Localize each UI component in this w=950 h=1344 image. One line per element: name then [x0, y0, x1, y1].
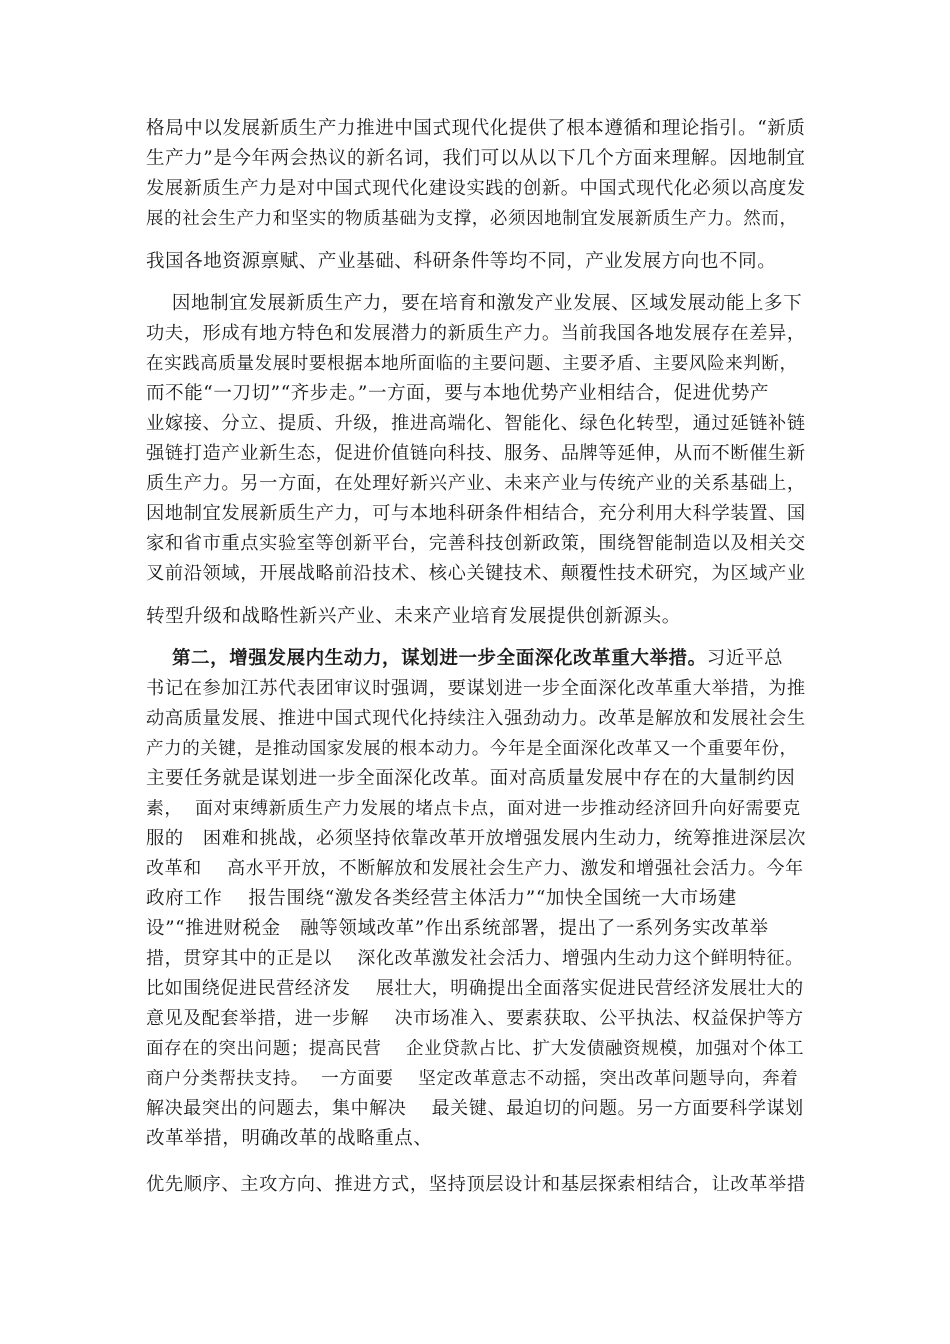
text-line: 在实践高质量发展时要根据本地所面临的主要问题、主要矛盾、主要风险来判断，	[146, 354, 798, 374]
text-line: 我国各地资源禀赋、产业基础、科研条件等均不同，产业发展方向也不同。	[146, 251, 777, 272]
text-line: 发展新质生产力是对中国式现代化建设实践的创新。中国式现代化必须以高度发	[146, 178, 806, 199]
text-line: 功夫，形成有地方特色和发展潜力的新质生产力。当前我国各地发展存在差异，	[146, 323, 806, 344]
text-line: 因地制宜发展新质生产力，可与本地科研条件相结合，充分利用大科学装置、国	[146, 503, 806, 524]
section-heading: 第二，增强发展内生动力，谋划进一步全面深化改革重大举措。	[171, 648, 707, 669]
text-line: 质生产力。另一方面，在处理好新兴产业、未来产业与传统产业的关系基础上，	[146, 473, 806, 494]
text-line: 生产力”是今年两会热议的新名词，我们可以从以下几个方面来理解。因地制宜	[146, 148, 806, 169]
text-line: 素， 面对束缚新质生产力发展的堵点卡点，面对进一步推动经济回升向好需要克	[146, 799, 801, 819]
text-line: 主要任务就是谋划进一步全面深化改革。面对高质量发展中存在的大量制约因	[146, 768, 796, 789]
text-line: 转型升级和战略性新兴产业、未来产业培育发展提供创新源头。	[146, 606, 681, 627]
section-heading-line	[146, 648, 783, 670]
text-line: 设”“推进财税金 融等领域改革”作出系统部署，提出了一系列务实改革举	[146, 918, 769, 939]
text-line: 政府工作 报告围绕“激发各类经营主体活力”“加快全国统一大市场建	[146, 888, 737, 909]
text-line: 而不能“一刀切”“齐步走。”一方面，要与本地优势产业相结合，促进优势产	[146, 383, 770, 404]
text-line: 产力的关键，是推动国家发展的根本动力。今年是全面深化改革又一个重要年份，	[146, 739, 798, 759]
text-line: 因地制宜发展新质生产力，要在培育和激发产业发展、区域发展动能上多下	[146, 293, 803, 314]
text-line: 优先顺序、主攻方向、推进方式，坚持顶层设计和基层探索相结合，让改革举措	[146, 1174, 806, 1195]
text-run: 习近平总	[706, 648, 784, 669]
text-line: 服的 困难和挑战，必须坚持依靠改革开放增强发展内生动力，统筹推进深层次	[146, 828, 807, 849]
text-line: 改革和 高水平开放，不断解放和发展社会生产力、激发和增强社会活力。今年	[146, 858, 804, 879]
text-line: 改革举措，明确改革的战略重点、	[146, 1128, 433, 1149]
text-line: 展的社会生产力和坚实的物质基础为支撑，必须因地制宜发展新质生产力。然而，	[146, 209, 798, 229]
text-line: 解决最突出的问题去，集中解决 最关键、最迫切的问题。另一方面要科学谋划	[146, 1098, 804, 1119]
text-line: 意见及配套举措，进一步解 决市场准入、要素获取、公平执法、权益保护等方	[146, 1008, 804, 1029]
text-line: 叉前沿领域，开展战略前沿技术、核心关键技术、颠覆性技术研究，为区域产业	[146, 563, 806, 584]
text-line: 家和省市重点实验室等创新平台，完善科技创新政策，围绕智能制造以及相关交	[146, 533, 806, 554]
text-line: 书记在参加江苏代表团审议时强调，要谋划进一步全面深化改革重大举措，为推	[146, 678, 806, 699]
text-line: 动高质量发展、推进中国式现代化持续注入强劲动力。改革是解放和发展社会生	[146, 708, 806, 729]
text-line: 格局中以发展新质生产力推进中国式现代化提供了根本遵循和理论指引。“新质	[146, 118, 806, 139]
text-line: 措，贯穿其中的正是以 深化改革激发社会活力、增强内生动力这个鲜明特征。	[146, 948, 804, 969]
text-line: 强链打造产业新生态，促进价值链向科技、服务、品牌等延伸，从而不断催生新	[146, 443, 806, 464]
text-line: 商户分类帮扶支持。 一方面要 坚定改革意志不动摇，突出改革问题导向，奔着	[146, 1069, 799, 1089]
text-line: 面存在的突出问题；提高民营 企业贷款占比、扩大发债融资规模，加强对个体工	[146, 1039, 805, 1059]
text-line: 比如围绕促进民营经济发 展壮大，明确提出全面落实促进民营经济发展壮大的	[146, 978, 804, 999]
text-line: 业嫁接、分立、提质、升级，推进高端化、智能化、绿色化转型，通过延链补链	[146, 413, 806, 434]
